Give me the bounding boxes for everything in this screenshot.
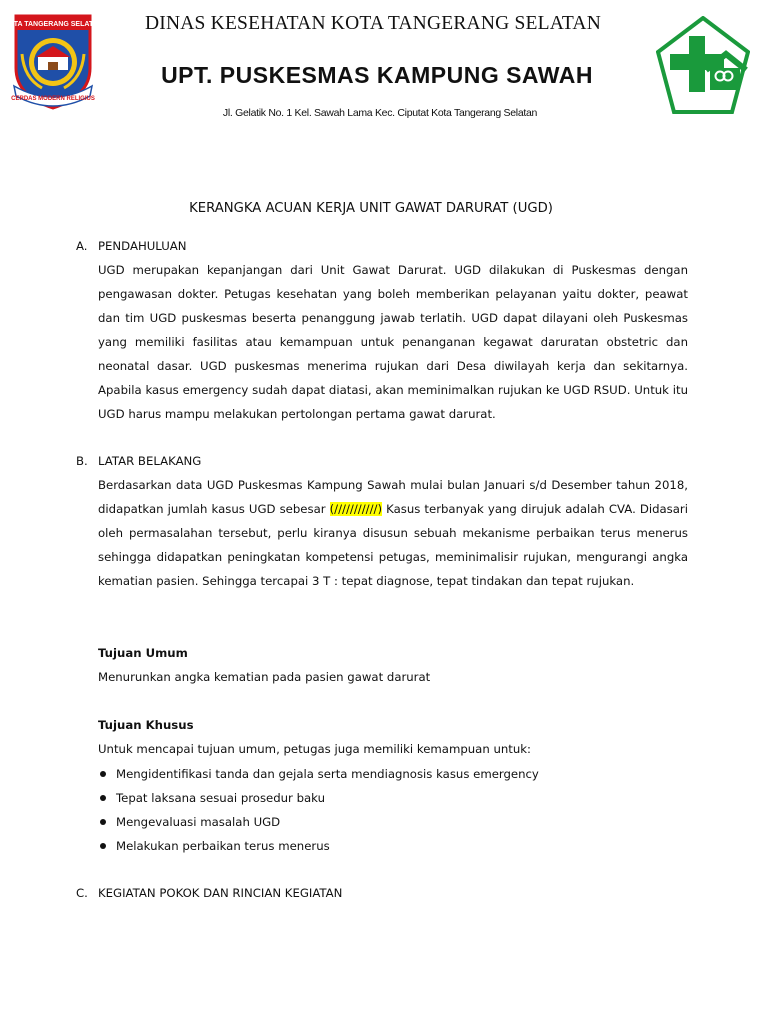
tujuan-khusus-label: Tujuan Khusus [98,718,194,732]
section-b-title: LATAR BELAKANG [98,454,202,468]
kop-puskesmas-name: UPT. PUSKESMAS KAMPUNG SAWAH [161,62,593,88]
bullet-icon [100,843,106,849]
section-b-number: B. [76,454,88,468]
section-c-title: KEGIATAN POKOK DAN RINCIAN KEGIATAN [98,886,343,900]
tujuan-khusus-intro: Untuk mencapai tujuan umum, petugas juga memiliki kemampuan untuk: [98,742,531,756]
case-count-placeholder-highlight: (///////////) [329,502,383,516]
city-emblem-logo [8,10,98,110]
kop-agency-name: DINAS KESEHATAN KOTA TANGERANG SELATAN [145,13,601,34]
kop-address: Jl. Gelatik No. 1 Kel. Sawah Lama Kec. Ciputat Kota Tangerang Selatan [222,107,538,119]
section-b-paragraph [98,473,688,593]
list-item-text: Melakukan perbaikan terus menerus [116,839,330,853]
section-a-number: A. [76,239,88,253]
section-c-number: C. [76,886,88,900]
bullet-icon [100,795,106,801]
section-a-title: PENDAHULUAN [98,239,187,253]
list-item-text: Mengevaluasi masalah UGD [116,815,281,829]
list-item [98,764,658,788]
list-item [98,788,658,812]
svg-text:KOTA TANGERANG SELATAN: KOTA TANGERANG SELATAN [8,21,98,28]
section-a-paragraph: UGD merupakan kepanjangan dari Unit Gawat Darurat. UGD dilakukan di Puskesmas dengan pengawasan dokter. Petugas kesehatan yang boleh memberikan pelayanan yaitu dokter, peawat dan tim UGD puskesmas beserta penanggung jawab terlatih. UGD dapat dilayani oleh Puskesmas yang memiliki fasilitas atau kemampuan untuk penanganan kegawat daruratan obstetric dan neonatal dasar. UGD puskesmas menerima rujukan dari Desa diwilayah kerja dan sekitarnya. Apabila kasus emergency sudah dapat diatasi, akan meminimalkan rujukan ke UGD RSUD. Untuk itu UGD harus mampu melakukan pertolongan pertama gawat darurat. [98,263,688,421]
tujuan-umum-text: Menurunkan angka kematian pada pasien gawat darurat [98,670,431,684]
section-b-heading [76,451,376,471]
list-item-text: Mengidentifikasi tanda dan gejala serta mendiagnosis kasus emergency [116,767,539,781]
list-item-text: Tepat laksana sesuai prosedur baku [116,791,325,805]
svg-text:CERDAS MODERN RELIGIUS: CERDAS MODERN RELIGIUS [11,96,95,102]
bullet-icon [100,771,106,777]
section-c-heading [76,883,476,903]
bullet-icon [100,819,106,825]
list-item [98,836,658,860]
section-b-text-before: Berdasarkan data UGD Puskesmas Kampung Sawah mulai bulan Januari s/d Desember tahun 2018, didapatkan jumlah kasus UGD sebesar [98,478,688,516]
tujuan-khusus-list [98,764,658,860]
tujuan-umum-label: Tujuan Umum [98,646,188,660]
puskesmas-logo [656,16,750,114]
section-a-heading [76,236,376,256]
section-b-text-after: Kasus terbanyak yang dirujuk adalah CVA. Didasari oleh permasalahan tersebut, perlu kiranya disusun sebuah mekanisme perbaikan terus menerus sehingga didapatkan peningkatan kompetensi petugas, meminimalisir rujukan, mengurangi angka kematian pasien. Sehingga tercapai 3 T : tepat diagnose, tepat tindakan dan tepat rujukan. [98,502,688,588]
list-item [98,812,658,836]
header-divider [0,126,768,128]
document-title: KERANGKA ACUAN KERJA UNIT GAWAT DARURAT (UGD) [189,201,553,216]
